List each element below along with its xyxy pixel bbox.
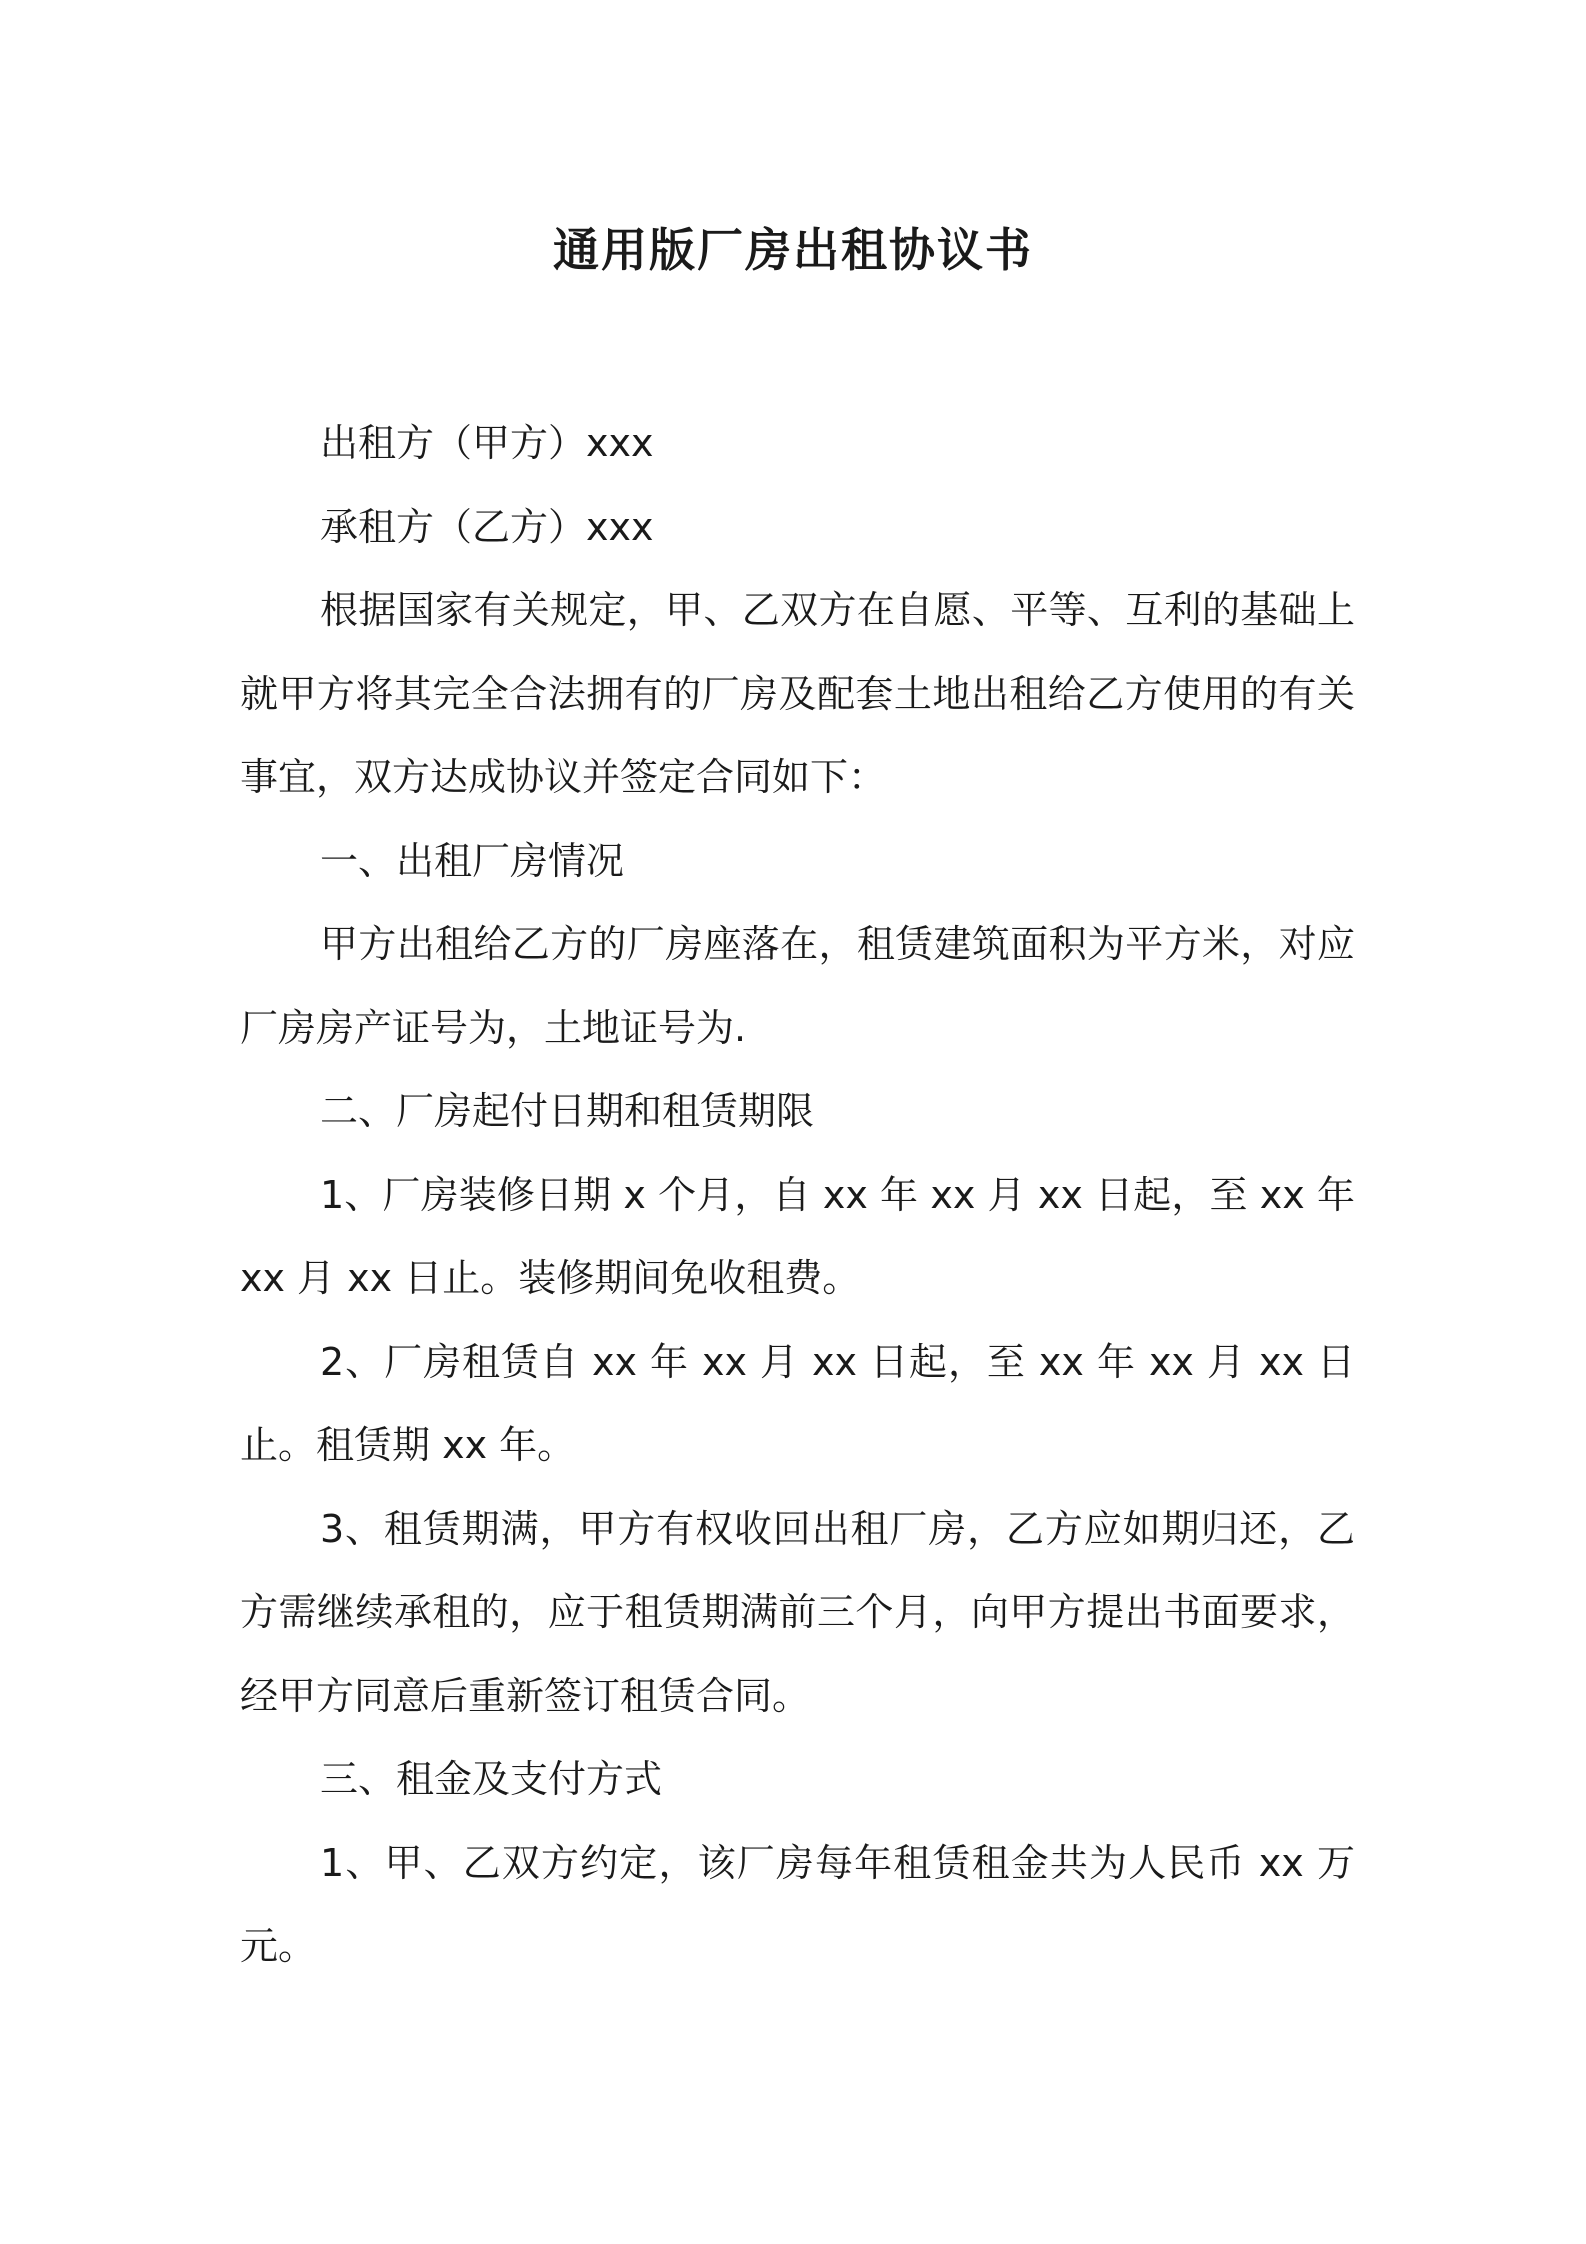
document-body (240, 402, 1355, 1989)
clause-2-2: 2、厂房租赁自 xx 年 xx 月 xx 日起，至 xx 年 xx 月 xx 日止。租赁期 xx 年。 (240, 1339, 1355, 1467)
paragraph-lessor: 出租方（甲方）xxx (320, 421, 654, 465)
paragraph-lessee: 承租方（乙方）xxx (320, 504, 654, 549)
paragraph-property: 甲方出租给乙方的厂房座落在，租赁建筑面积为平方米，对应厂房房产证号为，土地证号为. (240, 922, 1355, 1050)
document-title: 通用版厂房出租协议书 (553, 223, 1033, 277)
section-heading-2: 二、厂房起付日期和租赁期限 (320, 1089, 815, 1133)
section-heading-3: 三、租金及支付方式 (320, 1757, 663, 1801)
paragraph-preamble: 根据国家有关规定，甲、乙双方在自愿、平等、互利的基础上就甲方将其完全合法拥有的厂房及配套土地出租给乙方使用的有关事宜，双方达成协议并签定合同如下： (240, 588, 1355, 799)
clause-3-1: 1、甲、乙双方约定，该厂房每年租赁租金共为人民币 xx 万元。 (240, 1840, 1355, 1968)
clause-2-1: 1、厂房装修日期 x 个月，自 xx 年 xx 月 xx 日起，至 xx 年 xx 月 xx 日止。装修期间免收租费。 (240, 1172, 1355, 1300)
section-heading-1: 一、出租厂房情况 (320, 838, 625, 883)
clause-2-3: 3、租赁期满，甲方有权收回出租厂房，乙方应如期归还，乙方需继续承租的，应于租赁期满前三个月，向甲方提出书面要求，经甲方同意后重新签订租赁合同。 (240, 1506, 1355, 1718)
